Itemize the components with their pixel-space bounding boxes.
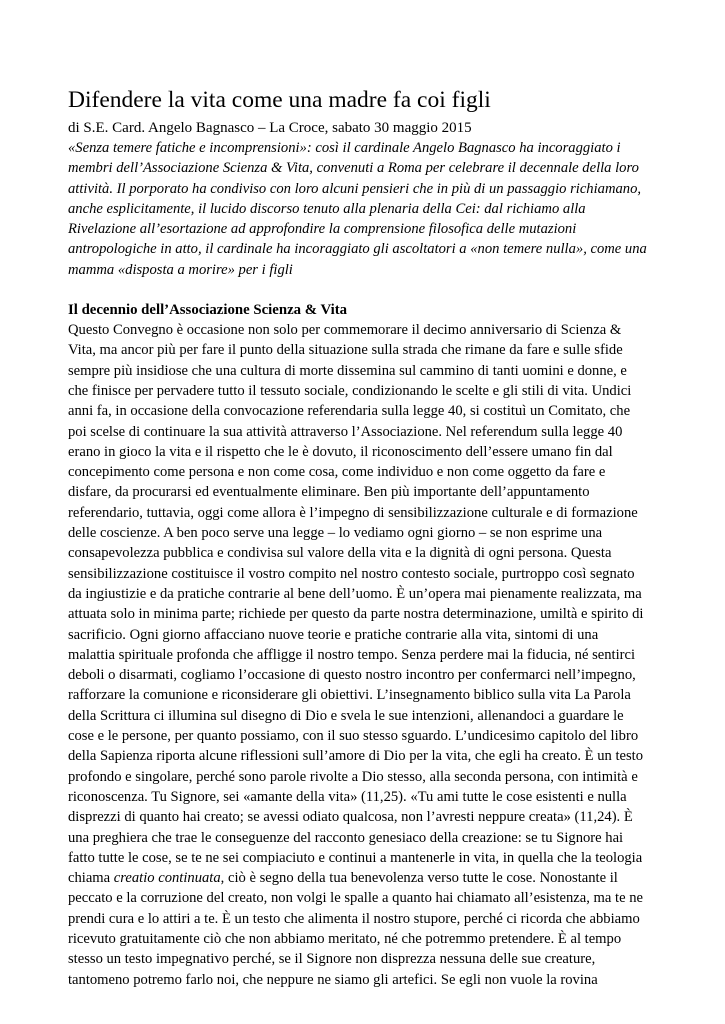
body-line (68, 401, 668, 421)
body-line (68, 706, 668, 726)
body-text: concepimento come persona e non come cosa, come individuo e non come oggetto da fare e (68, 464, 606, 481)
body-text: attuata solo in minima parte; richiede per questo da parte nostra determinazione, umiltà e spirito di (68, 606, 644, 623)
body-line (68, 523, 668, 543)
lead-line: Rivelazione all’esortazione ad approfondire la comprensione filosofica delle mutazioni (68, 221, 577, 238)
lead-line: membri dell’Associazione Scienza & Vita, convenuti a Roma per celebrare il decennale della loro (68, 160, 639, 177)
body-text: Questo Convegno è occasione non solo per commemorare il decimo anniversario di Scienza & (68, 322, 622, 339)
body-line (68, 665, 668, 685)
body-text: chiama (68, 870, 114, 887)
body-line (68, 807, 668, 827)
body-line (68, 909, 668, 929)
body-line (68, 685, 668, 705)
section-heading: Il decennio dell’Associazione Scienza & Vita (68, 302, 348, 319)
body-text: sensibilizzazione costituisce il vostro compito nel nostro contesto sociale, purtroppo così segnato (68, 565, 635, 582)
lead-line: anche esplicitamente, il lucido discorso tenuto alla plenaria della Cei: dal richiamo alla (68, 200, 586, 217)
body-text: erano in gioco la vita e il rispetto che le è dovuto, il riconoscimento dell’essere umano fin dal (68, 443, 613, 460)
body-text: sempre più insidiose che una cultura di morte dissemina sul cammino di tanti uomini e donne, e (68, 362, 627, 379)
lead-line: antropologiche in atto, il cardinale ha incoraggiato gli ascoltatori a «non temere nulla», come una (68, 241, 647, 258)
article-byline: di S.E. Card. Angelo Bagnasco – La Croce, sabato 30 maggio 2015 (68, 120, 472, 136)
body-line (68, 746, 668, 766)
document-page (68, 86, 668, 990)
body-text: stesso un testo impegnativo perché, se il Signore non disprezza nessuna delle sue creature, (68, 951, 596, 968)
body-line (68, 381, 668, 401)
body-line (68, 787, 668, 807)
body-line (68, 949, 668, 969)
lead-line: attività. Il porporato ha condiviso con loro alcuni pensieri che in più di un passaggio richiamano, (68, 180, 642, 197)
body-line (68, 543, 668, 563)
lead-line: mamma «disposta a morire» per i figli (68, 261, 293, 278)
body-line (68, 442, 668, 462)
body-text: anni fa, in occasione della convocazione referendaria sulla legge 40, si costituì un Comitato, che (68, 403, 631, 420)
body-text: cose e le persone, per quanto possiamo, con il suo stesso sguardo. L’undicesimo capitolo del libro (68, 728, 639, 745)
body-line (68, 604, 668, 624)
body-text: della Sapienza riporta alcune riflessioni sull’amore di Dio per la vita, che egli ha creato. È un testo (68, 748, 644, 765)
body-line (68, 462, 668, 482)
body-text: sacrificio. Ogni giorno affacciano nuove teorie e pratiche contrarie alla vita, sintomi di una (68, 626, 599, 643)
body-text: deboli o disarmati, cogliamo l’occasione di questo nostro incontro per confermarci nell’impegno, (68, 667, 636, 684)
body-text: poi scelse di continuare la sua attività attraverso l’Associazione. Nel referendum sulla legge 40 (68, 423, 623, 440)
body-line (68, 828, 668, 848)
body-line (68, 625, 668, 645)
body-line (68, 767, 668, 787)
body-text: , ciò è segno della tua benevolenza verso tutte le cose. Nonostante il (220, 870, 618, 887)
body-line (68, 584, 668, 604)
body-text: da ingiustizie e da pratiche contrarie al bene dell’uomo. È un’opera mai pienamente realizzata, ma (68, 585, 642, 602)
body-text: della Scrittura ci illumina sul disegno di Dio e svela le sue intenzioni, allenandoci a guardare le (68, 707, 624, 724)
body-line (68, 340, 668, 360)
body-text: ricevuto gratuitamente ciò che non abbiamo meritato, né che potremmo pretendere. È al tempo (68, 930, 622, 947)
body-line (68, 320, 668, 340)
body-line (68, 929, 668, 949)
article-lead (68, 138, 668, 280)
article-body (68, 320, 668, 990)
body-line (68, 422, 668, 442)
body-line (68, 868, 668, 888)
lead-line: «Senza temere fatiche e incomprensioni»: così il cardinale Angelo Bagnasco ha incoraggiato i (68, 140, 621, 156)
body-line (68, 888, 668, 908)
body-line (68, 970, 668, 990)
body-line (68, 361, 668, 381)
body-text: peccato e la corruzione del creato, non volgi le spalle a quanto hai chiamato all’esistenza, ma te ne (68, 890, 643, 907)
body-text: referendario, tuttavia, oggi come allora è l’impegno di sensibilizzazione culturale e di formazione (68, 504, 638, 521)
body-text: Vita, ma ancor più per fare il punto della situazione sulla strada che rimane da fare e sulle sfide (68, 342, 623, 359)
article-title: Difendere la vita come una madre fa coi figli (68, 87, 491, 113)
body-text: profondo e singolare, perché sono parole rivolte a Dio stesso, alla seconda persona, con intimità e (68, 768, 638, 785)
body-text: fatto tutte le cose, se te ne sei compiaciuto e continui a mantenerle in vita, in quella che la teologia (68, 849, 643, 866)
body-text: riconoscenza. Tu Signore, sei «amante della vita» (11,25). «Tu ami tutte le cose esistenti e nulla (68, 788, 627, 805)
body-text: malattia spirituale profonda che affligge il nostro tempo. Senza perdere mai la fiducia, né sentirci (68, 646, 636, 663)
body-line (68, 503, 668, 523)
body-line (68, 848, 668, 868)
body-text: disprezzi di quanto hai creato; se avessi odiato qualcosa, non l’avresti neppure creata» (11,24). È (68, 809, 633, 826)
body-text: una preghiera che trae le conseguenze del racconto genesiaco della creazione: se tu Signore hai (68, 829, 624, 846)
body-text: che finisce per pervadere tutto il tessuto sociale, condizionando le scelte e gli stili di vita. Undici (68, 382, 632, 399)
body-line (68, 645, 668, 665)
italic-term: creatio continuata (113, 870, 221, 887)
body-text: delle coscienze. A ben poco serve una legge – lo vediamo ogni giorno – se non esprime una (68, 525, 603, 542)
body-line (68, 726, 668, 746)
body-text: tantomeno potremo farlo noi, che neppure ne siamo gli artefici. Se egli non vuole la rovina (68, 971, 598, 988)
body-text: rafforzare la comunione e riconsiderare gli obiettivi. L’insegnamento biblico sulla vita La Parola (68, 687, 631, 704)
body-text: consapevolezza pubblica e condivisa sul valore della vita e la dignità di ogni persona. Questa (68, 545, 612, 562)
body-text: disfare, da procurarsi ed eventualmente eliminare. Ben più importante dell’appuntamento (68, 484, 590, 501)
body-line (68, 564, 668, 584)
body-line (68, 482, 668, 502)
body-text: prendi cura e lo attiri a te. È un testo che alimenta il nostro stupore, perché ci ricorda che abbiamo (68, 910, 640, 927)
